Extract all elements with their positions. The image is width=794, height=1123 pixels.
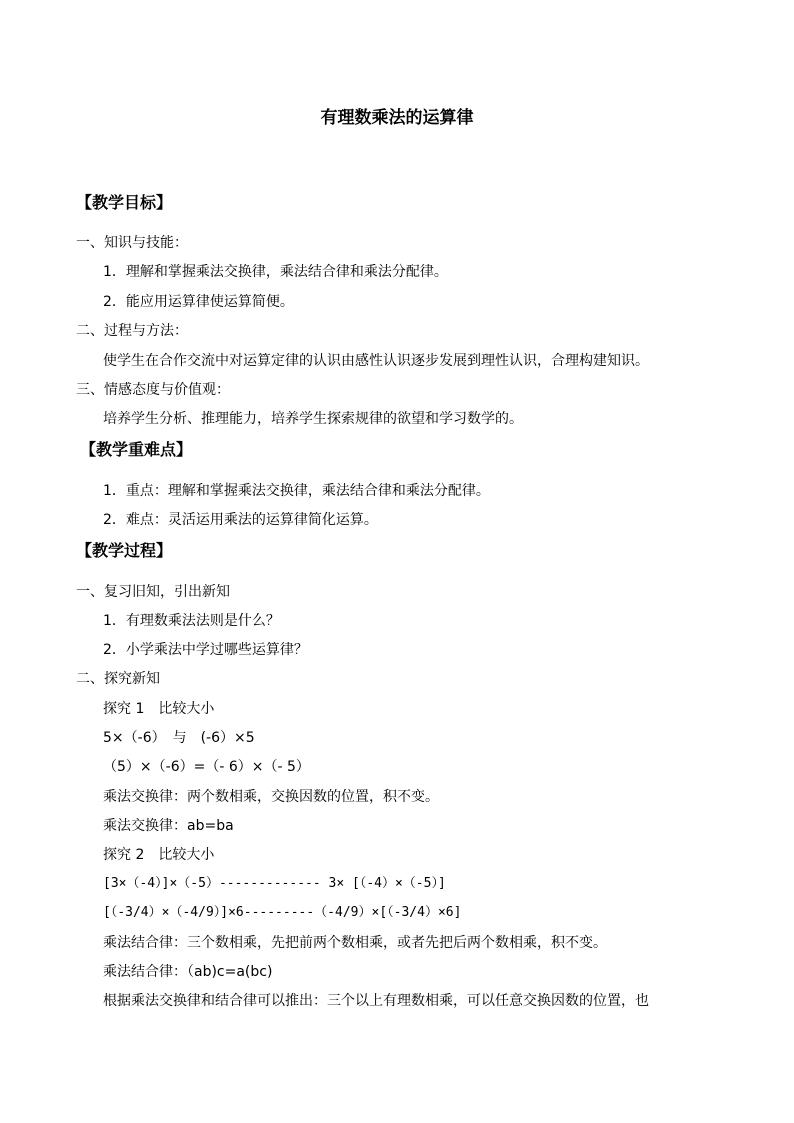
key-point-1: 1．重点：理解和掌握乘法交换律，乘法结合律和乘法分配律。 [103, 483, 490, 499]
key-point-2: 2．难点：灵活运用乘法的运算律简化运算。 [103, 512, 378, 528]
associative-law-text: 乘法结合律：三个数相乘，先把前两个数相乘，或者先把后两个数相乘，积不变。 [103, 935, 607, 951]
explore2-expression-1: [3×（-4）]×（-5）------------- 3× [（-4）×（-5）] [103, 876, 446, 891]
review-item-1: 1．有理数乘法法则是什么？ [103, 613, 280, 629]
commutative-law-formula: 乘法交换律：ab=ba [103, 818, 234, 834]
explore1-equation: （5）×（-6）=（- 6）×（- 5） [103, 759, 310, 775]
page-title: 有理数乘法的运算律 [320, 108, 474, 128]
explore2-title: 探究 2 比较大小 [103, 847, 215, 863]
review-item-2: 2．小学乘法中学过哪些运算律？ [103, 642, 308, 658]
process-method-item-1: 使学生在合作交流中对运算定律的认识由感性认识逐步发展到理性认识，合理构建知识。 [103, 353, 649, 369]
explore1-expression: 5×（-6） 与 (-6）×5 [103, 730, 255, 746]
emotion-heading: 三、情感态度与价值观： [76, 382, 230, 398]
associative-law-formula: 乘法结合律：（ab)c=a(bc) [103, 964, 273, 980]
knowledge-item-1: 1．理解和掌握乘法交换律，乘法结合律和乘法分配律。 [103, 264, 448, 280]
process-method-heading: 二、过程与方法： [76, 323, 188, 339]
commutative-law-text: 乘法交换律：两个数相乘，交换因数的位置，积不变。 [103, 789, 439, 805]
objectives-heading: 【教学目标】 [76, 193, 173, 212]
explore1-title: 探究 1 比较大小 [103, 701, 215, 717]
knowledge-item-2: 2．能应用运算律使运算简便。 [103, 294, 294, 310]
review-heading: 一、复习旧知，引出新知 [76, 584, 230, 600]
explore-heading: 二、探究新知 [76, 671, 160, 687]
process-heading: 【教学过程】 [76, 541, 173, 560]
knowledge-heading: 一、知识与技能： [76, 235, 188, 251]
explore2-expression-2: [（-3/4）×（-4/9）]×6---------（-4/9）×[（-3/4）×6] [103, 905, 462, 920]
conclusion-text: 根据乘法交换律和结合律可以推出：三个以上有理数相乘，可以任意交换因数的位置，也 [103, 993, 649, 1009]
emotion-item-1: 培养学生分析、推理能力，培养学生探索规律的欲望和学习数学的。 [103, 411, 523, 427]
key-points-heading: 【教学重难点】 [80, 440, 193, 459]
